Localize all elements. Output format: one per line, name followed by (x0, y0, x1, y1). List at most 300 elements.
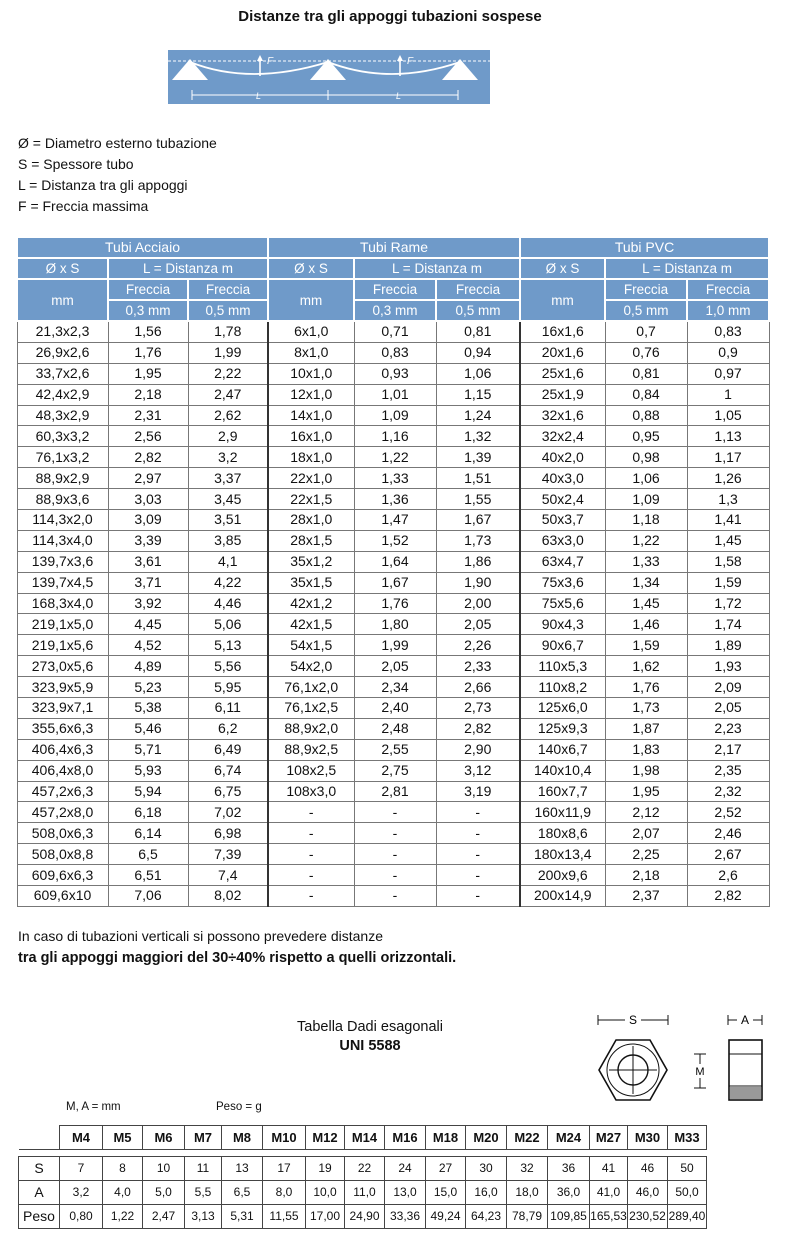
nut-size-header: M16 (385, 1126, 426, 1150)
table-cell: 63x3,0 (520, 530, 605, 551)
legend-item: F = Freccia massima (18, 198, 149, 214)
nut-cell: 24,90 (345, 1204, 385, 1228)
group-header-rame: Tubi Rame (268, 237, 520, 258)
table-cell: 406,4x6,3 (17, 739, 108, 760)
table-cell: 3,85 (188, 530, 268, 551)
table-row (17, 844, 769, 865)
table-cell: 1,56 (108, 321, 188, 342)
nut-title-line-2: UNI 5588 (339, 1038, 401, 1054)
freccia-sub: 0,5 mm (188, 300, 268, 321)
table-cell: - (354, 802, 436, 823)
table-cell: 3,45 (188, 489, 268, 510)
table-cell: 1,76 (605, 677, 687, 698)
table-cell: 2,18 (108, 384, 188, 405)
table-cell: 1,95 (108, 363, 188, 384)
nut-size-header: M24 (548, 1126, 590, 1150)
table-cell: 20x1,6 (520, 342, 605, 363)
nut-cell: 10,0 (306, 1180, 345, 1204)
table-cell: 42,4x2,9 (17, 384, 108, 405)
nut-row-label: A (19, 1180, 60, 1204)
nut-table-title (270, 1018, 470, 1056)
table-cell: 200x14,9 (520, 886, 605, 907)
table-cell: 180x13,4 (520, 844, 605, 865)
nut-cell: 6,5 (222, 1180, 263, 1204)
table-cell: - (436, 844, 520, 865)
pipe-distance-table (16, 236, 770, 907)
table-cell: 114,3x4,0 (17, 530, 108, 551)
nut-row (19, 1204, 707, 1228)
dim-header: Ø x S (268, 258, 354, 279)
nut-size-header: M10 (263, 1126, 306, 1150)
table-row (17, 363, 769, 384)
nut-title-line-1: Tabella Dadi esagonali (297, 1019, 443, 1035)
table-cell: 14x1,0 (268, 405, 354, 426)
table-row (17, 489, 769, 510)
table-cell: 1,59 (687, 572, 769, 593)
nut-cell: 41,0 (590, 1180, 628, 1204)
table-cell: 1,05 (687, 405, 769, 426)
table-cell: 1,72 (687, 593, 769, 614)
table-row (17, 865, 769, 886)
table-cell: 0,83 (687, 321, 769, 342)
table-cell: 1,46 (605, 614, 687, 635)
nut-size-header: M14 (345, 1126, 385, 1150)
nut-cell: 24 (385, 1156, 426, 1180)
table-cell: 1,26 (687, 468, 769, 489)
table-cell: 1,33 (605, 551, 687, 572)
table-cell: 323,9x5,9 (17, 677, 108, 698)
table-cell: 5,93 (108, 760, 188, 781)
table-cell: 110x5,3 (520, 656, 605, 677)
table-cell: 160x7,7 (520, 781, 605, 802)
table-cell: 2,09 (687, 677, 769, 698)
table-row (17, 698, 769, 719)
freccia-header: Freccia (108, 279, 188, 300)
table-cell: 5,06 (188, 614, 268, 635)
table-cell: - (354, 844, 436, 865)
freccia-header: Freccia (436, 279, 520, 300)
pipe-table-body (17, 321, 769, 906)
nut-cell: 18,0 (507, 1180, 548, 1204)
table-row (17, 718, 769, 739)
table-cell: 5,71 (108, 739, 188, 760)
table-cell: 1,06 (436, 363, 520, 384)
nut-cell: 46 (628, 1156, 668, 1180)
table-cell: 26,9x2,6 (17, 342, 108, 363)
table-cell: 40x2,0 (520, 447, 605, 468)
blank-cell (19, 1126, 60, 1150)
table-cell: 6,18 (108, 802, 188, 823)
dim-unit: mm (268, 279, 354, 321)
table-cell: 2,22 (188, 363, 268, 384)
table-cell: 2,81 (354, 781, 436, 802)
table-cell: 2,32 (687, 781, 769, 802)
table-cell: 2,73 (436, 698, 520, 719)
note-line-2: tra gli appoggi maggiori del 30÷40% rispetto a quelli orizzontali. (18, 950, 457, 966)
table-cell: 4,46 (188, 593, 268, 614)
group-header-acciaio: Tubi Acciaio (17, 237, 268, 258)
table-row (17, 635, 769, 656)
table-cell: 2,52 (687, 802, 769, 823)
dim-header: Ø x S (520, 258, 605, 279)
table-cell: 6,51 (108, 865, 188, 886)
table-cell: 4,1 (188, 551, 268, 572)
table-cell: - (436, 823, 520, 844)
nut-table-body (19, 1126, 707, 1229)
table-cell: 3,09 (108, 510, 188, 531)
table-cell: 0,95 (605, 426, 687, 447)
table-cell: 108x3,0 (268, 781, 354, 802)
table-cell: 54x2,0 (268, 656, 354, 677)
table-cell: 2,05 (354, 656, 436, 677)
table-cell: 6,98 (188, 823, 268, 844)
table-cell: 5,94 (108, 781, 188, 802)
table-cell: 8x1,0 (268, 342, 354, 363)
table-cell: 0,97 (687, 363, 769, 384)
table-cell: 2,48 (354, 718, 436, 739)
dist-header: L = Distanza m (354, 258, 520, 279)
hex-nut-drawing (590, 1010, 780, 1120)
table-row (17, 593, 769, 614)
table-cell: 18x1,0 (268, 447, 354, 468)
table-row (17, 572, 769, 593)
table-cell: 1,17 (687, 447, 769, 468)
table-cell: 25x1,6 (520, 363, 605, 384)
table-cell: 139,7x3,6 (17, 551, 108, 572)
freccia-header: Freccia (354, 279, 436, 300)
table-cell: 5,13 (188, 635, 268, 656)
table-cell: 1,76 (108, 342, 188, 363)
table-cell: 1,32 (436, 426, 520, 447)
table-row (17, 447, 769, 468)
table-cell: 168,3x4,0 (17, 593, 108, 614)
nut-cell: 49,24 (426, 1204, 466, 1228)
table-cell: 76,1x3,2 (17, 447, 108, 468)
table-cell: 2,55 (354, 739, 436, 760)
dim-unit: mm (520, 279, 605, 321)
dim-m-label: M (695, 1066, 705, 1078)
table-cell: 5,46 (108, 718, 188, 739)
table-cell: 160x11,9 (520, 802, 605, 823)
nut-size-header: M33 (668, 1126, 707, 1150)
table-row (17, 510, 769, 531)
table-cell: 1 (687, 384, 769, 405)
table-cell: 3,37 (188, 468, 268, 489)
table-cell: 1,73 (605, 698, 687, 719)
table-row (17, 886, 769, 907)
table-cell: 2,31 (108, 405, 188, 426)
nut-cell: 13 (222, 1156, 263, 1180)
table-cell: 6,11 (188, 698, 268, 719)
units-left: M, A = mm (66, 1101, 121, 1113)
table-cell: 1,87 (605, 718, 687, 739)
table-cell: 4,89 (108, 656, 188, 677)
table-cell: 273,0x5,6 (17, 656, 108, 677)
table-cell: 1,67 (354, 572, 436, 593)
nut-cell: 32 (507, 1156, 548, 1180)
table-cell: 1,16 (354, 426, 436, 447)
table-cell: 323,9x7,1 (17, 698, 108, 719)
table-cell: 0,83 (354, 342, 436, 363)
page-title: Distanze tra gli appoggi tubazioni sospese (238, 8, 542, 25)
table-cell: 219,1x5,6 (17, 635, 108, 656)
table-cell: 1,67 (436, 510, 520, 531)
table-cell: 7,06 (108, 886, 188, 907)
table-cell: 1,99 (354, 635, 436, 656)
nut-cell: 3,13 (185, 1204, 222, 1228)
nut-cell: 10 (143, 1156, 185, 1180)
table-cell: 1,41 (687, 510, 769, 531)
table-cell: 2,6 (687, 865, 769, 886)
table-cell: - (354, 823, 436, 844)
table-cell: 76,1x2,5 (268, 698, 354, 719)
nut-size-header: M4 (60, 1126, 103, 1150)
table-cell: 1,89 (687, 635, 769, 656)
table-row (17, 802, 769, 823)
freccia-sub: 0,3 mm (108, 300, 188, 321)
table-row (17, 426, 769, 447)
nut-row-label: S (19, 1156, 60, 1180)
table-row (17, 677, 769, 698)
nut-cell: 17,00 (306, 1204, 345, 1228)
spacer-cell (19, 1149, 707, 1156)
table-cell: - (268, 802, 354, 823)
table-cell: 10x1,0 (268, 363, 354, 384)
table-cell: 4,45 (108, 614, 188, 635)
table-cell: 0,94 (436, 342, 520, 363)
table-cell: 2,05 (687, 698, 769, 719)
table-cell: 1,15 (436, 384, 520, 405)
table-cell: - (268, 823, 354, 844)
freccia-header: Freccia (605, 279, 687, 300)
table-cell: 32x2,4 (520, 426, 605, 447)
table-row (17, 342, 769, 363)
table-cell: - (436, 802, 520, 823)
nut-size-header: M8 (222, 1126, 263, 1150)
table-cell: 4,52 (108, 635, 188, 656)
nut-cell: 50,0 (668, 1180, 707, 1204)
table-cell: 1,76 (354, 593, 436, 614)
table-row (17, 656, 769, 677)
nut-size-header: M22 (507, 1126, 548, 1150)
table-cell: 35x1,5 (268, 572, 354, 593)
dist-header: L = Distanza m (108, 258, 268, 279)
legend (18, 133, 217, 217)
nut-cell: 41 (590, 1156, 628, 1180)
table-cell: 125x6,0 (520, 698, 605, 719)
table-cell: 2,34 (354, 677, 436, 698)
table-cell: 75x3,6 (520, 572, 605, 593)
dim-a-label: A (740, 1013, 750, 1027)
spacer-row (19, 1149, 707, 1156)
table-cell: 2,82 (687, 886, 769, 907)
table-row (17, 760, 769, 781)
table-cell: 88,9x2,0 (268, 718, 354, 739)
table-cell: 28x1,0 (268, 510, 354, 531)
table-cell: 6,49 (188, 739, 268, 760)
table-cell: 1,80 (354, 614, 436, 635)
table-cell: 54x1,5 (268, 635, 354, 656)
table-cell: 6x1,0 (268, 321, 354, 342)
table-cell: 1,36 (354, 489, 436, 510)
table-cell: 90x4,3 (520, 614, 605, 635)
nut-cell: 17 (263, 1156, 306, 1180)
nut-cell: 13,0 (385, 1180, 426, 1204)
nut-cell: 2,47 (143, 1204, 185, 1228)
freccia-sub: 1,0 mm (687, 300, 769, 321)
span-label-2: L (396, 91, 402, 101)
table-cell: 22x1,0 (268, 468, 354, 489)
nut-cell: 36,0 (548, 1180, 590, 1204)
table-cell: 108x2,5 (268, 760, 354, 781)
table-cell: 2,07 (605, 823, 687, 844)
table-cell: 1,58 (687, 551, 769, 572)
table-cell: 0,88 (605, 405, 687, 426)
legend-item: S = Spessore tubo (18, 156, 134, 172)
table-cell: 0,9 (687, 342, 769, 363)
nut-size-header: M18 (426, 1126, 466, 1150)
table-cell: 1,98 (605, 760, 687, 781)
nut-cell: 36 (548, 1156, 590, 1180)
table-cell: 88,9x3,6 (17, 489, 108, 510)
table-cell: 0,76 (605, 342, 687, 363)
table-cell: 88,9x2,5 (268, 739, 354, 760)
table-cell: 2,35 (687, 760, 769, 781)
table-cell: 200x9,6 (520, 865, 605, 886)
table-cell: 3,92 (108, 593, 188, 614)
table-cell: 5,38 (108, 698, 188, 719)
table-cell: 180x8,6 (520, 823, 605, 844)
nut-cell: 0,80 (60, 1204, 103, 1228)
table-cell: 2,82 (436, 718, 520, 739)
table-cell: 406,4x8,0 (17, 760, 108, 781)
table-cell: 3,39 (108, 530, 188, 551)
table-cell: 1,52 (354, 530, 436, 551)
table-row (17, 551, 769, 572)
table-cell: 2,97 (108, 468, 188, 489)
table-cell: 219,1x5,0 (17, 614, 108, 635)
table-cell: 1,45 (687, 530, 769, 551)
table-cell: 140x6,7 (520, 739, 605, 760)
freccia-sub: 0,5 mm (436, 300, 520, 321)
table-cell: 2,33 (436, 656, 520, 677)
table-row (17, 384, 769, 405)
table-cell: 1,83 (605, 739, 687, 760)
table-row (17, 614, 769, 635)
table-cell: 2,9 (188, 426, 268, 447)
table-cell: 25x1,9 (520, 384, 605, 405)
nut-cell: 5,31 (222, 1204, 263, 1228)
table-row (17, 823, 769, 844)
nut-size-header: M6 (143, 1126, 185, 1150)
table-cell: 1,78 (188, 321, 268, 342)
pipe-support-diagram (168, 50, 490, 104)
table-row (17, 405, 769, 426)
table-cell: 1,62 (605, 656, 687, 677)
nut-cell: 8,0 (263, 1180, 306, 1204)
nut-cell: 19 (306, 1156, 345, 1180)
table-cell: 90x6,7 (520, 635, 605, 656)
nut-row-label: Peso (19, 1204, 60, 1228)
table-cell: 1,22 (605, 530, 687, 551)
table-cell: 0,7 (605, 321, 687, 342)
table-cell: 125x9,3 (520, 718, 605, 739)
table-cell: 2,12 (605, 802, 687, 823)
table-cell: 2,66 (436, 677, 520, 698)
table-cell: 8,02 (188, 886, 268, 907)
table-cell: 33,7x2,6 (17, 363, 108, 384)
table-cell: 609,6x6,3 (17, 865, 108, 886)
table-cell: 1,09 (354, 405, 436, 426)
nut-cell: 22 (345, 1156, 385, 1180)
table-cell: - (268, 886, 354, 907)
table-cell: 1,06 (605, 468, 687, 489)
nut-cell: 109,85 (548, 1204, 590, 1228)
table-cell: 0,98 (605, 447, 687, 468)
table-cell: 42x1,2 (268, 593, 354, 614)
units-right: Peso = g (216, 1101, 262, 1113)
force-label-2: F (407, 56, 414, 67)
table-cell: 0,81 (605, 363, 687, 384)
nut-header-row (19, 1126, 707, 1150)
table-cell: 5,23 (108, 677, 188, 698)
legend-item: Ø = Diametro esterno tubazione (18, 135, 217, 151)
table-cell: 2,82 (108, 447, 188, 468)
nut-cell: 46,0 (628, 1180, 668, 1204)
nut-cell: 5,0 (143, 1180, 185, 1204)
table-cell: - (436, 865, 520, 886)
table-cell: 1,18 (605, 510, 687, 531)
table-cell: 3,61 (108, 551, 188, 572)
table-cell: 5,95 (188, 677, 268, 698)
nut-cell: 27 (426, 1156, 466, 1180)
table-cell: 2,18 (605, 865, 687, 886)
table-cell: 2,47 (188, 384, 268, 405)
nut-cell: 165,53 (590, 1204, 628, 1228)
table-cell: 1,01 (354, 384, 436, 405)
vertical-pipes-note (18, 926, 456, 969)
table-row (17, 468, 769, 489)
table-cell: 50x3,7 (520, 510, 605, 531)
table-cell: 2,56 (108, 426, 188, 447)
table-cell: 4,22 (188, 572, 268, 593)
table-cell: 1,93 (687, 656, 769, 677)
table-cell: 6,14 (108, 823, 188, 844)
table-cell: 508,0x8,8 (17, 844, 108, 865)
table-cell: 140x10,4 (520, 760, 605, 781)
dim-header: Ø x S (17, 258, 108, 279)
table-cell: 2,90 (436, 739, 520, 760)
table-cell: 1,33 (354, 468, 436, 489)
table-cell: 0,71 (354, 321, 436, 342)
table-cell: 2,75 (354, 760, 436, 781)
table-cell: 2,00 (436, 593, 520, 614)
table-cell: 35x1,2 (268, 551, 354, 572)
table-cell: 16x1,0 (268, 426, 354, 447)
table-cell: 1,13 (687, 426, 769, 447)
table-cell: 60,3x3,2 (17, 426, 108, 447)
table-cell: 457,2x6,3 (17, 781, 108, 802)
table-cell: 50x2,4 (520, 489, 605, 510)
table-cell: 0,81 (436, 321, 520, 342)
table-cell: 1,24 (436, 405, 520, 426)
table-cell: 2,37 (605, 886, 687, 907)
note-line-1: In caso di tubazioni verticali si possono prevedere distanze (18, 928, 383, 944)
table-cell: 1,90 (436, 572, 520, 593)
table-cell: 1,74 (687, 614, 769, 635)
table-row (17, 781, 769, 802)
nut-cell: 30 (466, 1156, 507, 1180)
